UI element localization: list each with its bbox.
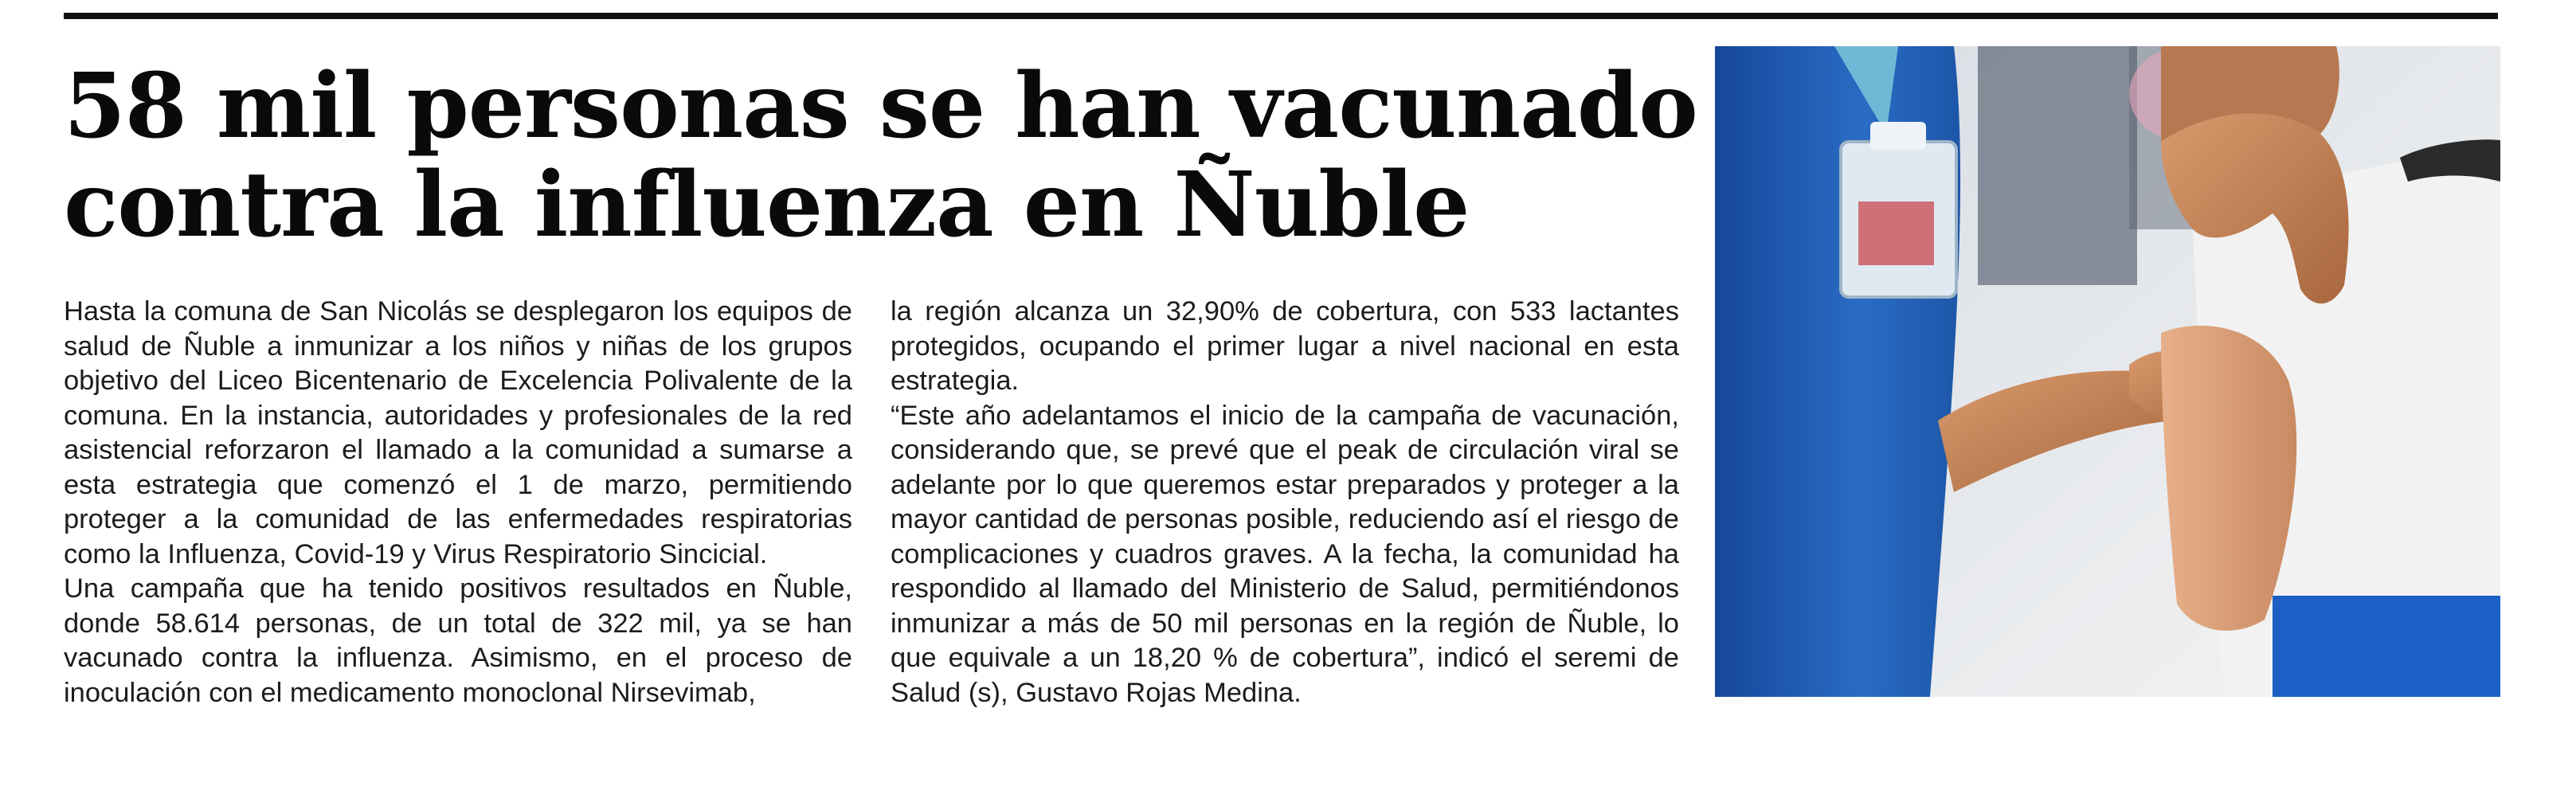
- vaccination-illustration: [1715, 46, 2500, 697]
- headline-line-1: 58 mil personas se han vacunado: [64, 54, 1697, 158]
- paragraph-3: la región alcanza un 32,90% de cobertura, con 533 lactantes protegidos, ocupando el primer lugar a nivel nacional en esta estrategia.: [891, 296, 1679, 396]
- article-column-left: [64, 295, 852, 710]
- top-rule: [64, 13, 2498, 19]
- background-figure: [1978, 46, 2137, 285]
- paragraph-2: Una campaña que ha tenido positivos resultados en Ñuble, donde 58.614 personas, de un total de 322 mil, ya se han vacunado contra la influenza. Asimismo, en el proceso de inoculación con el medicamento monoclonal Nirsevimab,: [64, 573, 852, 708]
- headline-line-2: contra la influenza en Ñuble: [64, 153, 1470, 257]
- id-badge-clip: [1870, 122, 1926, 150]
- chair-back: [2273, 596, 2500, 697]
- id-badge-photo: [1858, 201, 1934, 265]
- vaccination-photo: [1715, 46, 2500, 697]
- paragraph-1: Hasta la comuna de San Nicolás se desplegaron los equipos de salud de Ñuble a inmunizar a los niños y niñas de los grupos objetivo del Liceo Bicentenario de Excelencia Polivalente de la comuna. En la instancia, autoridades y profesionales de la red asistencial reforzaron el llamado a la comunidad a sumarse a esta estrategia que comenzó el 1 de marzo, permitiendo proteger a la comunidad de las enfermedades respiratorias como la Influenza, Covid-19 y Virus Respiratorio Sincicial.: [64, 296, 852, 569]
- headline: [64, 54, 1697, 257]
- article-column-right: [891, 295, 1679, 710]
- paragraph-4: “Este año adelantamos el inicio de la campaña de vacunación, considerando que, se prevé que el peak de circulación viral se adelante por lo que queremos estar preparados y proteger a la mayor cantidad de personas posible, reduciendo así el riesgo de complicaciones y cuadros graves. A la fecha, la comunidad ha respondido al llamado del Ministerio de Salud, permitiéndonos inmunizar a más de 50 mil personas en la región de Ñuble, lo que equivale a un 18,20 % de cobertura”, indicó el seremi de Salud (s), Gustavo Rojas Medina.: [891, 400, 1679, 708]
